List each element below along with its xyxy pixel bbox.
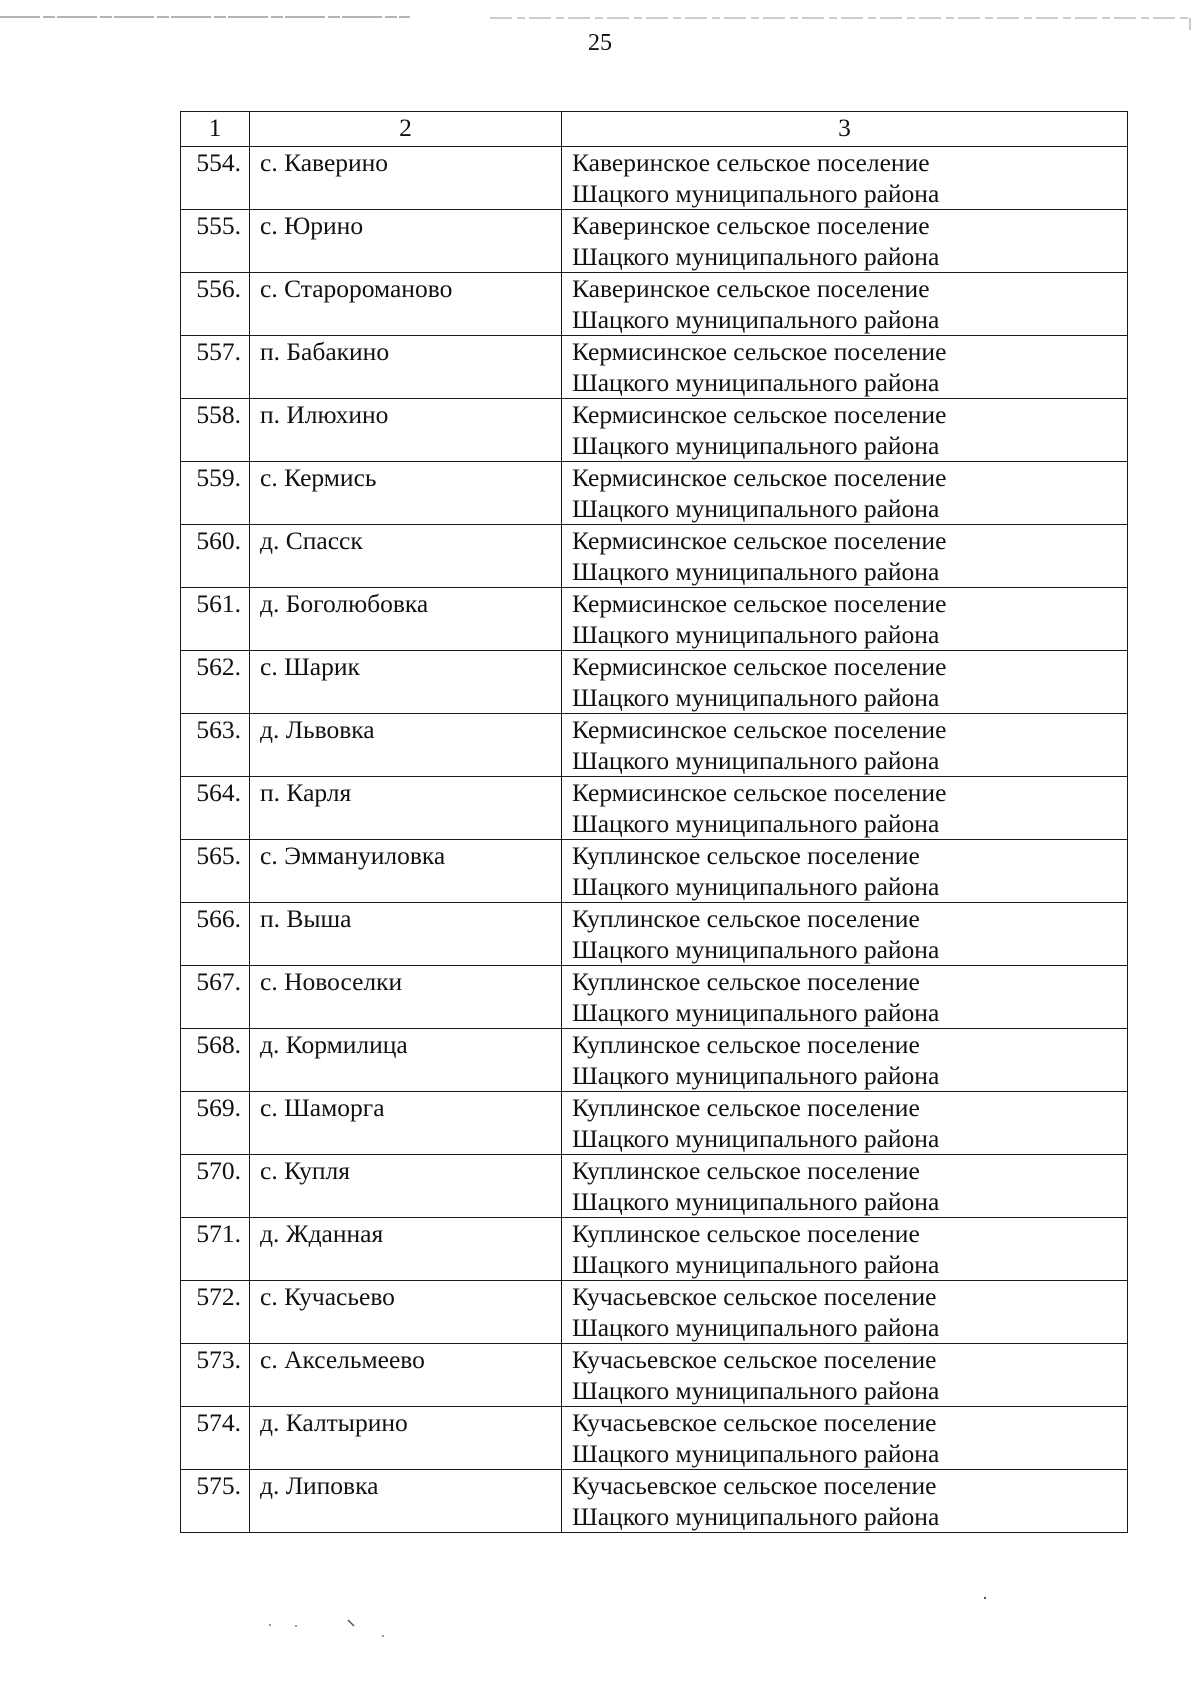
row-number: 570. [181,1155,250,1218]
municipality-line-2: Шацкого муниципального района [572,683,940,712]
municipality-cell [562,1092,1128,1155]
table-row [181,651,1128,714]
row-number: 561. [181,588,250,651]
municipality-line-2: Шацкого муниципального района [572,746,940,775]
municipality-line-1: Куплинское сельское поселение [572,1093,920,1122]
municipality-line-1: Куплинское сельское поселение [572,1030,920,1059]
row-number: 559. [181,462,250,525]
row-number: 564. [181,777,250,840]
row-number: 555. [181,210,250,273]
row-number: 557. [181,336,250,399]
municipality-line-2: Шацкого муниципального района [572,242,940,271]
table-row [181,147,1128,210]
settlement-name: с. Новоселки [250,966,562,1029]
municipality-cell [562,336,1128,399]
settlement-name: с. Кермись [250,462,562,525]
table-row [181,1029,1128,1092]
municipality-cell [562,903,1128,966]
municipality-cell [562,777,1128,840]
municipality-line-1: Кермисинское сельское поселение [572,337,947,366]
municipality-line-2: Шацкого муниципального района [572,1439,940,1468]
table-row [181,840,1128,903]
municipality-line-1: Кучасьевское сельское поселение [572,1345,937,1374]
municipality-line-1: Кучасьевское сельское поселение [572,1471,937,1500]
table-row [181,1407,1128,1470]
settlement-name: с. Шарик [250,651,562,714]
row-number: 560. [181,525,250,588]
municipality-line-2: Шацкого муниципального района [572,179,940,208]
settlement-name: д. Калтырино [250,1407,562,1470]
municipality-cell [562,1029,1128,1092]
table-row [181,966,1128,1029]
row-number: 573. [181,1344,250,1407]
settlement-name: с. Шаморга [250,1092,562,1155]
municipality-line-1: Куплинское сельское поселение [572,967,920,996]
page-number: 25 [588,30,612,56]
row-number: 565. [181,840,250,903]
settlements-table [180,111,1128,1533]
settlement-name: п. Илюхино [250,399,562,462]
municipality-line-1: Кермисинское сельское поселение [572,526,947,555]
table-row [181,714,1128,777]
settlement-name: д. Жданная [250,1218,562,1281]
municipality-line-2: Шацкого муниципального района [572,368,940,397]
settlement-name: с. Старороманово [250,273,562,336]
municipality-cell [562,399,1128,462]
row-number: 569. [181,1092,250,1155]
municipality-line-1: Каверинское сельское поселение [572,274,930,303]
municipality-line-2: Шацкого муниципального района [572,1061,940,1090]
settlement-name: п. Выша [250,903,562,966]
table-row [181,399,1128,462]
settlement-name: д. Спасск [250,525,562,588]
row-number: 558. [181,399,250,462]
municipality-line-2: Шацкого муниципального района [572,1502,940,1531]
municipality-line-2: Шацкого муниципального района [572,305,940,334]
municipality-cell [562,1218,1128,1281]
municipality-cell [562,714,1128,777]
settlement-name: с. Кучасьево [250,1281,562,1344]
table-row [181,777,1128,840]
municipality-cell [562,1407,1128,1470]
row-number: 567. [181,966,250,1029]
municipality-line-1: Куплинское сельское поселение [572,904,920,933]
municipality-line-1: Кермисинское сельское поселение [572,463,947,492]
municipality-line-2: Шацкого муниципального района [572,1376,940,1405]
municipality-cell [562,1470,1128,1533]
column-header-1: 1 [181,112,250,147]
municipality-cell [562,462,1128,525]
row-number: 574. [181,1407,250,1470]
table-row [181,1218,1128,1281]
municipality-cell [562,588,1128,651]
settlement-name: с. Купля [250,1155,562,1218]
settlement-name: с. Каверино [250,147,562,210]
row-number: 566. [181,903,250,966]
municipality-cell [562,525,1128,588]
table-row [181,903,1128,966]
table-row [181,1344,1128,1407]
municipality-cell [562,273,1128,336]
table-row [181,336,1128,399]
table-row [181,1092,1128,1155]
table-row [181,1281,1128,1344]
municipality-line-2: Шацкого муниципального района [572,557,940,586]
municipality-line-1: Кермисинское сельское поселение [572,778,947,807]
municipality-line-1: Кучасьевское сельское поселение [572,1408,937,1437]
column-header-3: 3 [562,112,1128,147]
table-body [181,147,1128,1533]
municipality-line-1: Кермисинское сельское поселение [572,589,947,618]
municipality-cell [562,147,1128,210]
municipality-line-1: Кермисинское сельское поселение [572,400,947,429]
municipality-cell [562,651,1128,714]
table-row [181,525,1128,588]
municipality-line-1: Куплинское сельское поселение [572,841,920,870]
settlement-name: д. Липовка [250,1470,562,1533]
municipality-line-2: Шацкого муниципального района [572,872,940,901]
municipality-cell [562,840,1128,903]
municipality-cell [562,966,1128,1029]
settlement-name: д. Кормилица [250,1029,562,1092]
row-number: 562. [181,651,250,714]
municipality-line-2: Шацкого муниципального района [572,1124,940,1153]
municipality-line-1: Каверинское сельское поселение [572,148,930,177]
municipality-line-2: Шацкого муниципального района [572,998,940,1027]
row-number: 554. [181,147,250,210]
column-header-2: 2 [250,112,562,147]
municipality-cell [562,1344,1128,1407]
municipality-line-2: Шацкого муниципального района [572,1313,940,1342]
municipality-line-1: Куплинское сельское поселение [572,1219,920,1248]
row-number: 556. [181,273,250,336]
table-row [181,273,1128,336]
municipality-line-2: Шацкого муниципального района [572,809,940,838]
municipality-line-1: Куплинское сельское поселение [572,1156,920,1185]
row-number: 568. [181,1029,250,1092]
table-header-row [181,112,1128,147]
municipality-line-2: Шацкого муниципального района [572,431,940,460]
settlement-name: с. Эммануиловка [250,840,562,903]
municipality-line-1: Каверинское сельское поселение [572,211,930,240]
municipality-line-1: Кучасьевское сельское поселение [572,1282,937,1311]
municipality-line-2: Шацкого муниципального района [572,494,940,523]
table-row [181,462,1128,525]
table-row [181,1155,1128,1218]
municipality-line-1: Кермисинское сельское поселение [572,652,947,681]
municipality-cell [562,1155,1128,1218]
settlement-name: д. Боголюбовка [250,588,562,651]
municipality-cell [562,210,1128,273]
settlement-name: д. Львовка [250,714,562,777]
row-number: 571. [181,1218,250,1281]
table-row [181,210,1128,273]
row-number: 575. [181,1470,250,1533]
table-row [181,1470,1128,1533]
municipality-line-2: Шацкого муниципального района [572,1187,940,1216]
row-number: 563. [181,714,250,777]
municipality-cell [562,1281,1128,1344]
table-row [181,588,1128,651]
municipality-line-2: Шацкого муниципального района [572,620,940,649]
settlement-name: п. Карля [250,777,562,840]
settlement-name: с. Аксельмеево [250,1344,562,1407]
settlement-name: с. Юрино [250,210,562,273]
municipality-line-2: Шацкого муниципального района [572,1250,940,1279]
municipality-line-1: Кермисинское сельское поселение [572,715,947,744]
row-number: 572. [181,1281,250,1344]
settlement-name: п. Бабакино [250,336,562,399]
municipality-line-2: Шацкого муниципального района [572,935,940,964]
